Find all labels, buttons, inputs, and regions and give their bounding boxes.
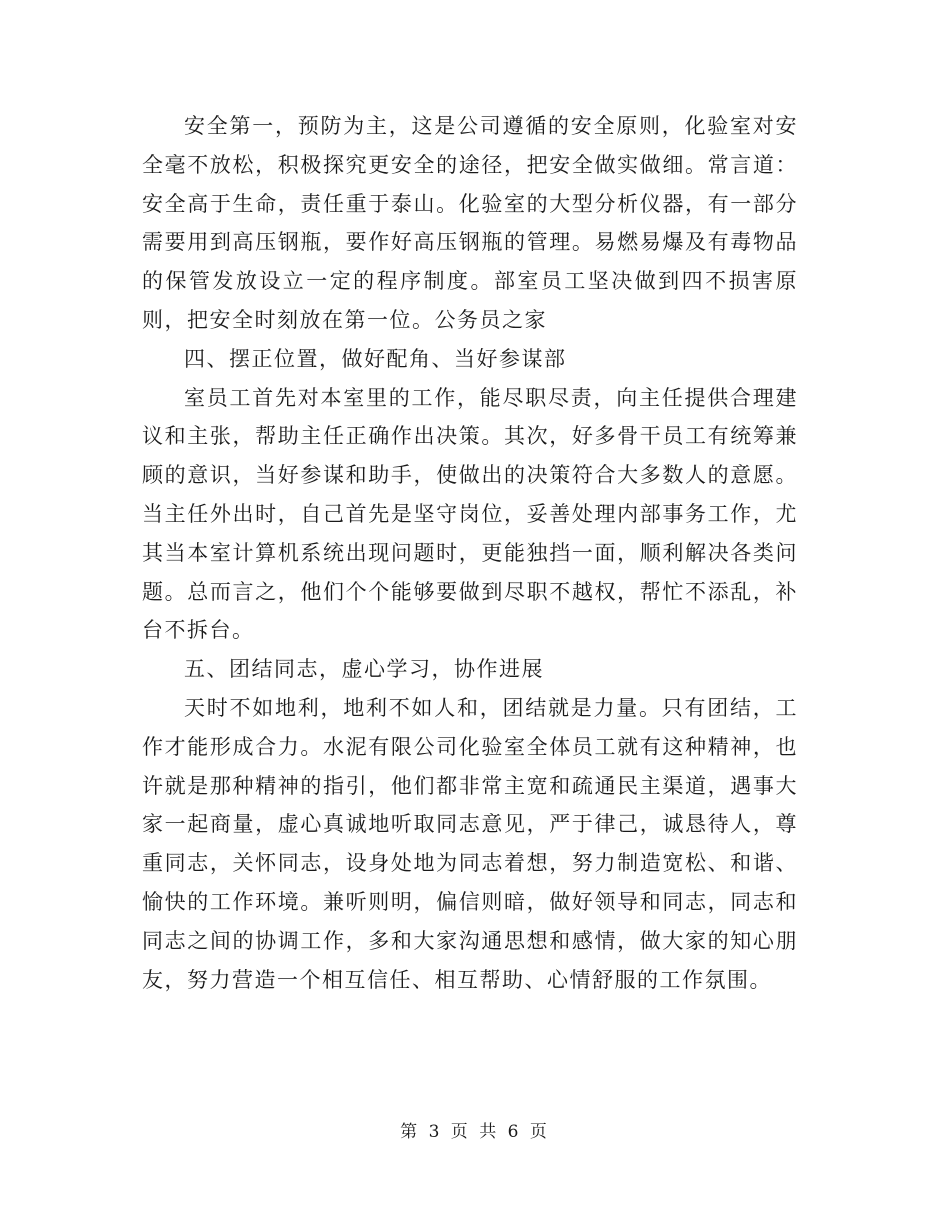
paragraph-position: 室员工首先对本室里的工作，能尽职尽责，向主任提供合理建议和主张，帮助主任正确作出决策。其次，好多骨干员工有统筹兼顾的意识，当好参谋和助手，使做出的决策符合大多数人的意愿。当主任外出时，自己首先是坚守岗位，妥善处理内部事务工作，尤其当本室计算机系统出现问题时，更能独挡一面，顺利解决各类问题。总而言之，他们个个能够要做到尽职不越权，帮忙不添乱，补台不拆台。 xyxy=(142,385,798,643)
paragraph-unity: 天时不如地利，地利不如人和，团结就是力量。只有团结，工作才能形成合力。水泥有限公司化验室全体员工就有这种精神，也许就是那种精神的指引，他们都非常主宽和疏通民主渠道，遇事大家一起商量，虚心真诚地听取同志意见，严于律己，诚恳待人，尊重同志，关怀同志，设身处地为同志着想，努力制造宽松、和谐、愉快的工作环境。兼听则明，偏信则暗，做好领导和同志，同志和同志之间的协调工作，多和大家沟通思想和感情，做大家的知心朋友，努力营造一个相互信任、相互帮助、心情舒服的工作氛围。 xyxy=(142,695,798,992)
page-number: 第 3 页 共 6 页 xyxy=(400,1122,550,1142)
section-heading-5: 五、团结同志，虚心学习，协作进展 xyxy=(184,657,544,682)
document-body xyxy=(142,107,798,999)
paragraph-safety: 安全第一，预防为主，这是公司遵循的安全原则，化验室对安全毫不放松，积极探究更安全的途径，把安全做实做细。常言道：安全高于生命，责任重于泰山。化验室的大型分析仪器，有一部分需要用到高压钢瓶，要作好高压钢瓶的管理。易燃易爆及有毒物品的保管发放设立一定的程序制度。部室员工坚决做到四不损害原则，把安全时刻放在第一位。公务员之家 xyxy=(142,114,798,332)
section-heading-4: 四、摆正位置，做好配角、当好参谋部 xyxy=(184,346,567,371)
